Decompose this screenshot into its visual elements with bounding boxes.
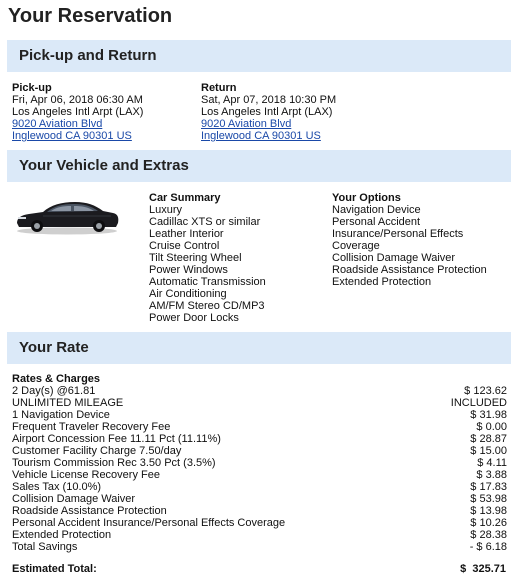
rate-row-value: $ 53.98: [470, 493, 507, 505]
car-summary-item: Tilt Steering Wheel: [149, 252, 242, 264]
rate-row-value: $ 0.00: [476, 421, 507, 433]
rate-row: [12, 541, 507, 553]
return-address-line1-link[interactable]: 9020 Aviation Blvd: [201, 118, 292, 130]
car-summary-item: Leather Interior: [149, 228, 224, 240]
options-title: Your Options: [332, 192, 401, 204]
rates-charges-heading: Rates & Charges: [12, 373, 101, 385]
pickup-location: Los Angeles Intl Arpt (LAX): [12, 106, 144, 118]
option-item: Navigation Device: [332, 204, 421, 216]
return-block: [201, 82, 336, 142]
car-summary-item: Cruise Control: [149, 240, 220, 252]
car-summary-title: Car Summary: [149, 192, 221, 204]
return-label: Return: [201, 82, 237, 94]
rate-row-label: Airport Concession Fee 11.11 Pct (11.11%): [12, 433, 221, 445]
rate-row-value: INCLUDED: [450, 397, 507, 409]
rate-row: [12, 397, 507, 409]
rate-row: [12, 529, 507, 541]
car-summary-item: AM/FM Stereo CD/MP3: [149, 300, 265, 312]
rate-row-value: $ 123.62: [464, 385, 507, 397]
rate-row-value: $ 31.98: [470, 409, 507, 421]
rate-row-label: Roadside Assistance Protection: [12, 505, 167, 517]
rate-header: [7, 332, 511, 364]
your-options: [332, 192, 487, 288]
return-datetime: Sat, Apr 07, 2018 10:30 PM: [201, 94, 337, 106]
rate-row-value: - $ 6.18: [469, 541, 507, 553]
return-address-line2-link[interactable]: Inglewood CA 90301 US: [201, 130, 321, 142]
pickup-label: Pick-up: [12, 82, 52, 94]
rates-charges-table: [12, 373, 507, 553]
rate-row-label: Collision Damage Waiver: [12, 493, 136, 505]
option-item: Collision Damage Waiver: [332, 252, 456, 264]
rate-row-label: 2 Day(s) @61.81: [12, 385, 96, 397]
rate-row-value: $ 28.87: [470, 433, 507, 445]
pickup-address-line2-link[interactable]: Inglewood CA 90301 US: [12, 130, 132, 142]
rate-row: [12, 457, 507, 469]
rate-row: [12, 445, 507, 457]
rate-row-label: Extended Protection: [12, 529, 112, 541]
estimated-total-row: [12, 563, 507, 575]
rate-row-value: $ 15.00: [470, 445, 507, 457]
rate-row: [12, 385, 507, 397]
option-item: Roadside Assistance Protection: [332, 264, 487, 276]
rate-row: [12, 433, 507, 445]
car-summary: [149, 192, 266, 324]
vehicle-header: [7, 150, 511, 182]
return-location: Los Angeles Intl Arpt (LAX): [201, 106, 333, 118]
rate-row-label: Personal Accident Insurance/Personal Effects Coverage: [12, 517, 286, 529]
rate-row-value: $ 10.26: [470, 517, 507, 529]
rate-row-value: $ 13.98: [470, 505, 507, 517]
car-summary-item: Power Door Locks: [149, 312, 239, 324]
rate-row: [12, 505, 507, 517]
car-summary-item: Luxury: [149, 204, 183, 216]
rates-charges-title: [12, 373, 507, 385]
car-summary-item: Cadillac XTS or similar: [149, 216, 261, 228]
pickup-return-header: [7, 40, 511, 72]
rate-row-label: Frequent Traveler Recovery Fee: [12, 421, 171, 433]
pickup-return-title: Pick-up and Return: [19, 47, 157, 64]
page-title: Your Reservation: [8, 5, 173, 27]
rate-row-value: $ 28.38: [470, 529, 507, 541]
rate-row-label: Total Savings: [12, 541, 78, 553]
rate-row: [12, 469, 507, 481]
option-item: Insurance/Personal Effects: [332, 228, 464, 240]
rate-row: [12, 409, 507, 421]
pickup-address-line1-link[interactable]: 9020 Aviation Blvd: [12, 118, 103, 130]
option-item: Personal Accident: [332, 216, 421, 228]
sedan-car-icon: [13, 196, 121, 236]
estimated-total-label: Estimated Total:: [12, 563, 97, 575]
pickup-block: [12, 82, 143, 142]
rate-row-value: $ 17.83: [470, 481, 507, 493]
rate-row-label: Sales Tax (10.0%): [12, 481, 102, 493]
rate-row-label: Vehicle License Recovery Fee: [12, 469, 160, 481]
rate-row: [12, 481, 507, 493]
car-summary-item: Power Windows: [149, 264, 228, 276]
rate-row-value: $ 3.88: [476, 469, 507, 481]
rate-row-label: UNLIMITED MILEAGE: [12, 397, 124, 409]
rate-row-label: 1 Navigation Device: [12, 409, 110, 421]
rate-row: [12, 421, 507, 433]
estimated-total-value: $ 325.71: [460, 563, 506, 575]
rate-row-value: $ 4.11: [477, 457, 507, 469]
rate-row-label: Customer Facility Charge 7.50/day: [12, 445, 182, 457]
pickup-datetime: Fri, Apr 06, 2018 06:30 AM: [12, 94, 143, 106]
vehicle-title: Your Vehicle and Extras: [19, 157, 189, 174]
rate-title: Your Rate: [19, 339, 89, 356]
car-summary-item: Automatic Transmission: [149, 276, 266, 288]
rate-row: [12, 493, 507, 505]
car-summary-item: Air Conditioning: [149, 288, 227, 300]
option-item: Extended Protection: [332, 276, 432, 288]
option-item: Coverage: [332, 240, 380, 252]
rate-row-label: Tourism Commission Rec 3.50 Pct (3.5%): [12, 457, 216, 469]
rate-row: [12, 517, 507, 529]
